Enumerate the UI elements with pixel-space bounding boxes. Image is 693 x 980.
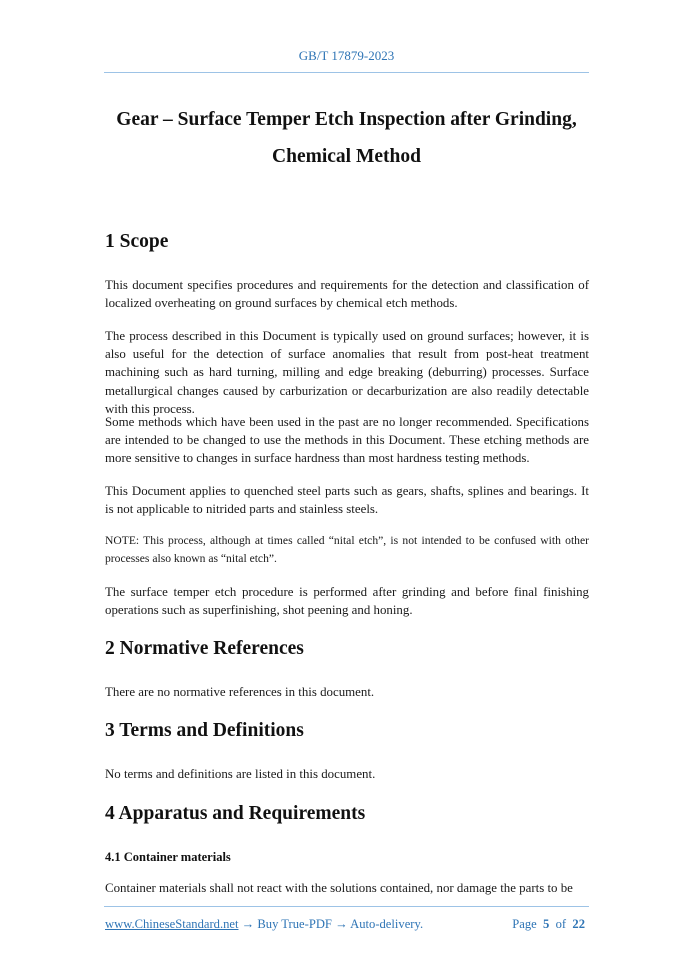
section-heading-normative-references: 2 Normative References [105, 638, 304, 659]
document-title [104, 101, 589, 175]
scope-note: NOTE: This process, although at times called “nital etch”, is not intended to be confused with other processes also known as “nital etch”. [105, 534, 589, 566]
page-header-doc-number: GB/T 17879-2023 [298, 48, 395, 63]
footer-tagline: → Buy True-PDF → Auto-delivery. [238, 917, 424, 931]
page-of-label: of [555, 917, 567, 931]
document-title-line-1: Gear – Surface Temper Etch Inspection after Grinding, [116, 109, 577, 130]
page-label: Page [512, 917, 537, 931]
terms-definitions-text: No terms and definitions are listed in this document. [105, 767, 376, 781]
footer-divider [104, 906, 589, 907]
page-current: 5 [543, 917, 550, 931]
scope-paragraph-3: Some methods which have been used in the past are no longer recommended. Specifications are intended to be changed to use the methods in this Document. These etching methods are more sensitive to changes in surface hardness than most hardness testing methods. [105, 415, 589, 466]
subsection-heading-container-materials: 4.1 Container materials [105, 850, 231, 864]
section-heading-scope: 1 Scope [105, 231, 169, 252]
scope-paragraph-1: This document specifies procedures and requirements for the detection and classification of localized overheating on ground surfaces by chemical etch methods. [105, 278, 589, 311]
page-number [512, 917, 585, 932]
header-divider [104, 72, 589, 73]
container-materials-text: Container materials shall not react with the solutions contained, nor damage the parts to be [105, 881, 573, 895]
section-heading-apparatus-requirements: 4 Apparatus and Requirements [105, 803, 366, 824]
scope-paragraph-2: The process described in this Document is typically used on ground surfaces; however, it is also useful for the detection of surface anomalies that result from post-heat treatment machining such as hard turning, milling and edge breaking (deburring) processes. Surface metallurgical changes caused by carburization or decarburization are also readily detectable with this process. [105, 329, 589, 416]
chinese-standard-link[interactable]: www.ChineseStandard.net [105, 917, 239, 931]
document-title-line-2: Chemical Method [272, 146, 421, 167]
footer-promo [105, 917, 423, 932]
page-total: 22 [572, 917, 585, 931]
scope-paragraph-5: The surface temper etch procedure is performed after grinding and before final finishing operations such as superfinishing, shot peening and honing. [105, 585, 589, 618]
section-heading-terms-definitions: 3 Terms and Definitions [105, 720, 304, 741]
normative-references-text: There are no normative references in this document. [105, 685, 375, 699]
scope-paragraph-4: This Document applies to quenched steel parts such as gears, shafts, splines and bearings. It is not applicable to nitrided parts and stainless steels. [105, 484, 589, 517]
